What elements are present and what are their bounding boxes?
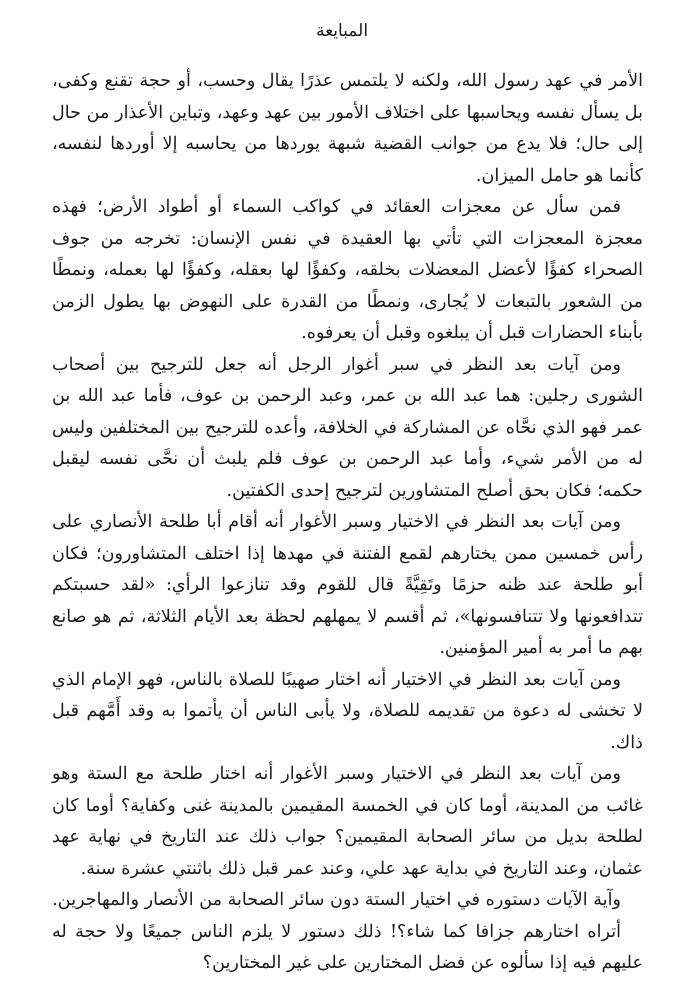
paragraph-4: ومن آيات بعد النظر في الاختيار وسبر الأغوار أنه أقام أبا طلحة الأنصاري على رأس خمسين ممن يختارهم لقمع الفتنة في مهدها إذا اختلف المتشاورون؛ فكان أبو طلحة عند ظنه حزمًا وتَقِيَّةً قال للقوم وقد تنازعوا الرأي: «لقد حسبتكم تتدافعونها ولا تتنافسونها»، ثم أقسم لا يمهلهم لحظة بعد الأيام الثلاثة، ثم هو صانع بهم ما أمر به أمير المؤمنين.	[52, 512, 643, 658]
paragraph-5: ومن آيات بعد النظر في الاختيار أنه اختار صهيبًا للصلاة بالناس، فهو الإمام الذي لا تخشى له دعوة من تقديمه للصلاة، ولا يأبى الناس أن يأتموا به وقد أَمَّهم قبل ذاك.	[52, 669, 643, 753]
running-header-title: المبايعة	[315, 21, 369, 41]
body-text	[52, 66, 643, 980]
paragraph-7: وآية الآيات دستوره في اختيار الستة دون سائر الصحابة من الأنصار والمهاجرين.	[52, 890, 621, 910]
paragraph-1: الأمر في عهد رسول الله، ولكنه لا يلتمس عذرًا يقال وحسب، أو حجة تقنع وكفى، بل يسأل نفسه ويحاسبها على اختلاف الأمور بين عهد وعهد، وتباين الأعذار من حال إلى حال؛ فلا يدع من جوانب القضية شبهة يوردها من يحاسبه إلا أوردها لنفسه، كأنما هو حامل الميزان.	[52, 71, 643, 186]
paragraph-2: فمن سأل عن معجزات العقائد في كواكب السماء أو أطواد الأرض؛ فهذه معجزة المعجزات التي تأتي بها العقيدة في نفس الإنسان: تخرجه من جوف الصحراء كفؤًا لأعضل المعضلات بخلقه، وكفؤًا لها بعقله، وكفؤًا لها بعمله، ونمطًا من الشعور بالتبعات لا يُجارى، ونمطًا من القدرة على النهوض بها يطول الزمن بأبناء الحضارات قبل أن يبلغوه وقبل أن يعرفوه.	[52, 197, 643, 343]
paragraph-6: ومن آيات بعد النظر في الاختيار وسبر الأغوار أنه اختار طلحة مع الستة وهو غائب من المدينة، أوما كان في الخمسة المقيمين بالمدينة غنى وكفاية؟ أوما كان لطلحة بديل من سائر الصحابة المقيمين؟ جواب ذلك عند التاريخ في نهاية عهد عثمان، وعند التاريخ في بداية عهد علي، وعند عمر قبل ذلك باثنتي عشرة سنة.	[52, 764, 643, 879]
paragraph-3: ومن آيات بعد النظر في سبر أغوار الرجل أنه جعل للترجيح بين أصحاب الشورى رجلين: هما عبد الله بن عمر، وعبد الرحمن بن عوف، فأما عبد الله بن عمر فهو الذي نحَّاه عن المشاركة في الخلافة، وأعده للترجيح بين المختلفين وليس له من الأمر شيء، وأما عبد الرحمن بن عوف فلم يلبث أن نحَّى نفسه ليقبل حكمه؛ فكان بحق أصلح المتشاورين لترجيح إحدى الكفتين.	[52, 354, 643, 501]
paragraph-8: أتراه اختارهم جزافا كما شاء؟! ذلك دستور لا يلزم الناس جميعًا ولا حجة له عليهم فيه إذا سألوه عن فضل المختارين على غير المختارين؟	[52, 921, 643, 973]
